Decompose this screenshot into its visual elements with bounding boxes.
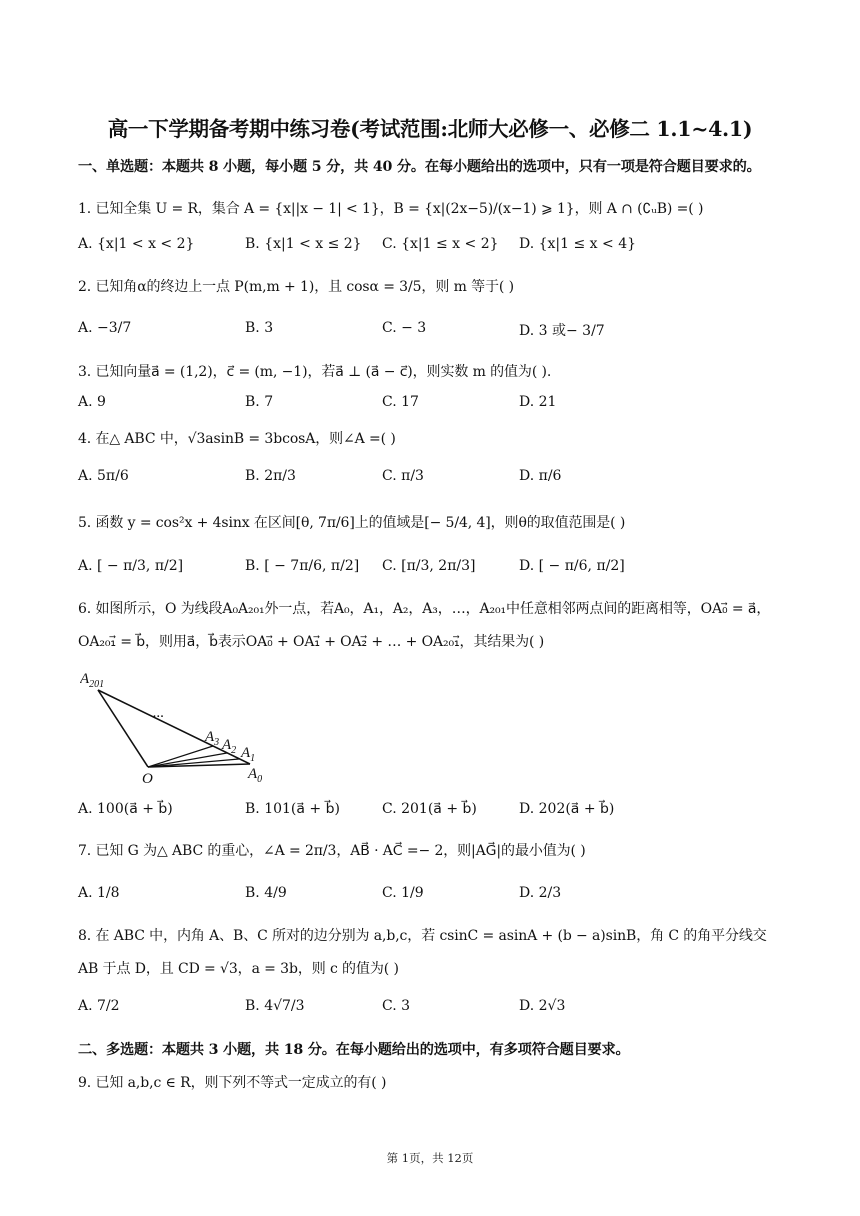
question-6-options: [78, 801, 778, 825]
question-4-stem: 4. 在△ ABC 中，√3asinB = 3bcosA，则∠A =( ): [78, 431, 396, 447]
question-8-stem: 8. 在 ABC 中，内角 A、B、C 所对的边分别为 a,b,c，若 csinC = asinA + (b − a)sinB，角 C 的角平分线交: [78, 928, 767, 944]
option-d: D. 202(a⃗ + b⃗): [519, 801, 615, 817]
option-c: C. [π/3, 2π/3]: [382, 558, 476, 574]
option-c: C. {x|1 ≤ x < 2}: [382, 236, 499, 252]
page-footer: 第 1页，共 12页: [386, 1151, 474, 1165]
option-d: D. {x|1 ≤ x < 4}: [519, 236, 637, 252]
question-2-options: [78, 320, 778, 344]
question-2-stem: 2. 已知角α的终边上一点 P(m,m + 1)，且 cosα = 3/5，则 m 等于( ): [78, 279, 514, 295]
question-9-stem: 9. 已知 a,b,c ∈ R，则下列不等式一定成立的有( ): [78, 1075, 387, 1091]
option-a: A. 100(a⃗ + b⃗): [78, 801, 173, 817]
option-c: C. − 3: [382, 320, 427, 336]
section-heading-single-choice: 一、单选题：本题共 8 小题，每小题 5 分，共 40 分。在每小题给出的选项中，只有一项是符合题目要求的。: [78, 159, 761, 175]
question-3-options: [78, 394, 778, 418]
label-o: O: [142, 771, 153, 787]
label-dots: ...: [153, 705, 165, 721]
option-a: A. {x|1 < x < 2}: [78, 236, 195, 252]
option-d: D. π/6: [519, 468, 562, 484]
question-7-options: [78, 885, 778, 909]
option-c: C. π/3: [382, 468, 424, 484]
option-c: C. 3: [382, 998, 411, 1014]
question-5-stem: 5. 函数 y = cos²x + 4sinx 在区间[θ, 7π/6]上的值域是[− 5/4, 4]，则θ的取值范围是( ): [78, 515, 626, 531]
label-a2: $A_2$: [222, 737, 237, 756]
option-a: A. 5π/6: [78, 468, 129, 484]
option-b: B. 7: [245, 394, 274, 410]
option-c: C. 17: [382, 394, 419, 410]
vector-figure: [80, 665, 280, 794]
label-a201: $A_{201}$: [80, 671, 105, 690]
option-b: B. 101(a⃗ + b⃗): [245, 801, 340, 817]
option-a: A. 7/2: [78, 998, 120, 1014]
section-heading-multi-choice: 二、多选题：本题共 3 小题，共 18 分。在每小题给出的选项中，有多项符合题目要求。: [78, 1042, 630, 1058]
option-b: B. 4√7/3: [245, 998, 305, 1014]
question-1-options: [78, 236, 778, 260]
option-c: C. 201(a⃗ + b⃗): [382, 801, 477, 817]
question-7-stem: 7. 已知 G 为△ ABC 的重心，∠A = 2π/3，AB⃗ · AC⃗ =− 2，则|AG⃗|的最小值为( ): [78, 843, 586, 859]
page-title: 高一下学期备考期中练习卷(考试范围:北师大必修一、必修二 1.1~4.1): [107, 117, 753, 141]
question-8-stem-line2: AB 于点 D，且 CD = √3，a = 3b，则 c 的值为( ): [78, 961, 399, 977]
option-a: A. 9: [78, 394, 106, 410]
label-a3: $A_3$: [205, 729, 220, 748]
label-a1: $A_1$: [241, 745, 256, 764]
option-b: B. {x|1 < x ≤ 2}: [245, 236, 362, 252]
option-a: A. −3/7: [78, 320, 132, 336]
option-b: B. [ − 7π/6, π/2]: [245, 558, 360, 574]
option-d: D. 21: [519, 394, 557, 410]
question-5-options: [78, 558, 778, 582]
option-d: D. 3 或− 3/7: [519, 323, 605, 339]
label-a0: $A_0$: [248, 766, 263, 785]
question-6-stem: 6. 如图所示，O 为线段A₀A₂₀₁外一点，若A₀，A₁，A₂，A₃，…，A₂₀₁中任意相邻两点间的距离相等，OA₀⃗ = a⃗，: [78, 601, 771, 617]
triangle-diagram: [80, 665, 280, 790]
option-b: B. 2π/3: [245, 468, 296, 484]
option-a: A. [ − π/3, π/2]: [78, 558, 184, 574]
option-d: D. [ − π/6, π/2]: [519, 558, 625, 574]
question-6-stem-line2: OA₂₀₁⃗ = b⃗，则用a⃗，b⃗表示OA₀⃗ + OA₁⃗ + OA₂⃗ + … + OA₂₀₁⃗，其结果为( ): [78, 634, 545, 650]
option-d: D. 2√3: [519, 998, 566, 1014]
option-b: B. 3: [245, 320, 274, 336]
option-b: B. 4/9: [245, 885, 287, 901]
option-d: D. 2/3: [519, 885, 562, 901]
question-8-options: [78, 998, 778, 1022]
option-a: A. 1/8: [78, 885, 120, 901]
question-1-stem: 1. 已知全集 U = R，集合 A = {x||x − 1| < 1}，B = {x|(2x−5)/(x−1) ⩾ 1}，则 A ∩ (∁ᵤB) =( ): [78, 201, 704, 217]
question-3-stem: 3. 已知向量a⃗ = (1,2)，c⃗ = (m, −1)，若a⃗ ⊥ (a⃗ − c⃗)，则实数 m 的值为( ).: [78, 364, 552, 380]
option-c: C. 1/9: [382, 885, 424, 901]
question-4-options: [78, 468, 778, 492]
